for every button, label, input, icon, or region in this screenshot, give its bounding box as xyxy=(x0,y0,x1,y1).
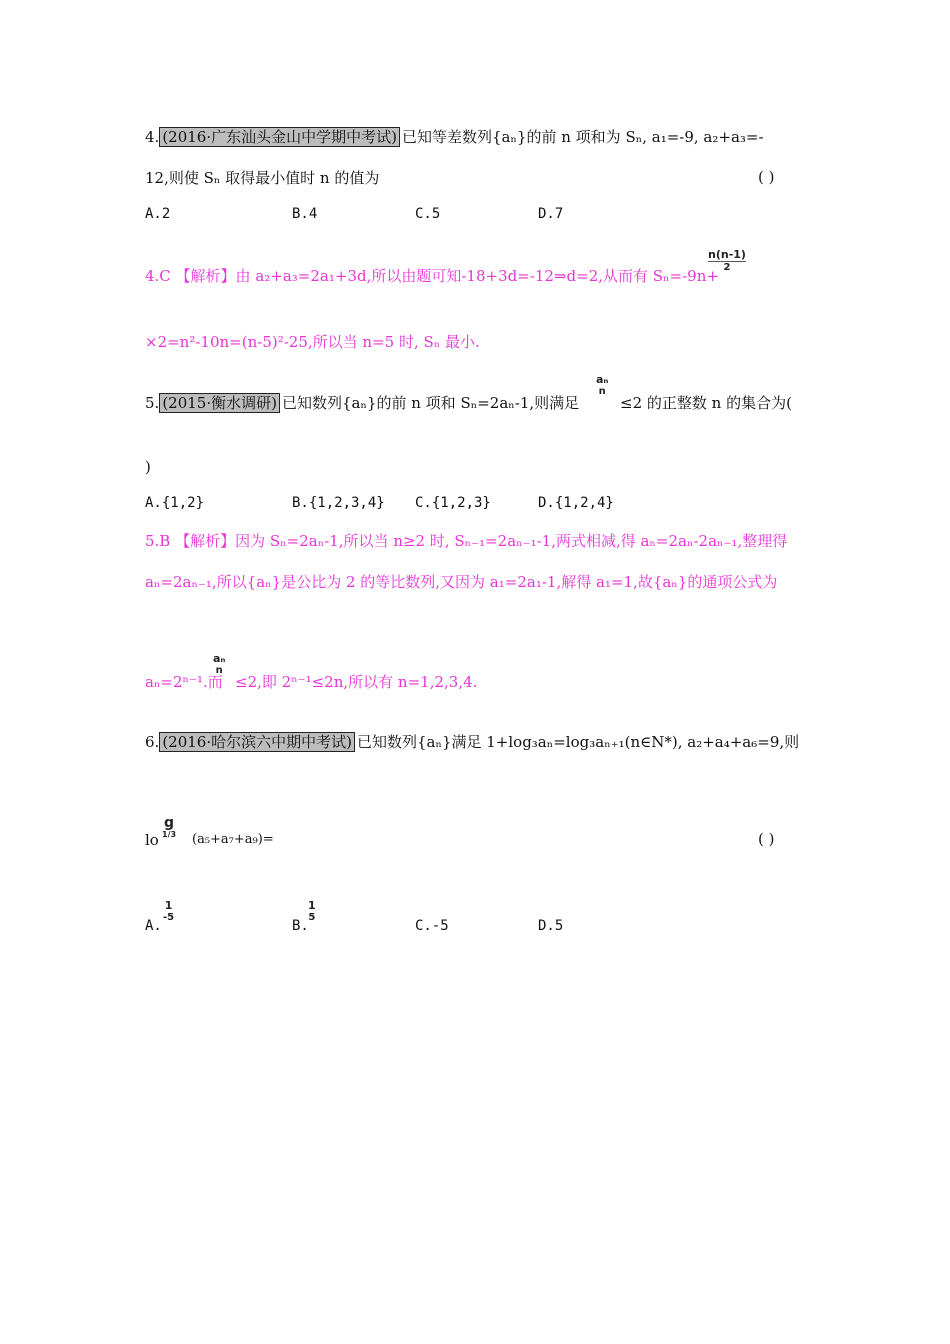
q5-stem-text: 已知数列{aₙ}的前 n 项和 Sₙ=2aₙ-1,则满足 xyxy=(281,394,580,412)
q5-number: 5. xyxy=(145,394,160,412)
q6-log-argument: (a₅+a₇+a₉)= xyxy=(192,832,274,847)
q5-option-d: D.{1,2,4} xyxy=(538,495,614,511)
q6-answer-paren: ( ) xyxy=(758,830,775,848)
q5-stem-line1-end: ≤2 的正整数 n 的集合为( xyxy=(620,394,792,412)
q5-option-a: A.{1,2} xyxy=(145,495,205,511)
q5-option-b: B.{1,2,3,4} xyxy=(292,495,385,511)
q4-solution-fraction xyxy=(708,249,746,274)
q6-log-prefix: lo xyxy=(145,831,159,849)
q6-option-a-numerator: 1 xyxy=(164,899,173,912)
q6-stem-line1 xyxy=(145,732,799,752)
q5-solution-line3-pre: aₙ=2ⁿ⁻¹.而 xyxy=(145,673,223,691)
q5-option-c: C.{1,2,3} xyxy=(415,495,491,511)
q6-option-c: C.-5 xyxy=(415,918,449,934)
q6-stem-text: 已知数列{aₙ}满足 1+log₃aₙ=log₃aₙ₊₁(n∈N*), a₂+a₄+a₆=9,则 xyxy=(356,733,800,751)
q4-solution-line1: 4.C 【解析】由 a₂+a₃=2a₁+3d,所以由题可知-18+3d=-12⇒d=2,从而有 Sₙ=-9n+ xyxy=(145,267,719,285)
q4-stem-line1 xyxy=(145,127,764,147)
q6-option-d: D.5 xyxy=(538,918,564,934)
q4-number: 4. xyxy=(145,128,160,146)
q4-option-d: D.7 xyxy=(538,206,564,222)
q5-stem-line1 xyxy=(145,393,579,413)
q6-log-g-base xyxy=(162,817,176,841)
q6-option-a-label: A. xyxy=(145,918,162,934)
q6-number: 6. xyxy=(145,733,160,751)
q5-stem-line2: ) xyxy=(145,458,151,476)
q4-fraction-denominator: 2 xyxy=(723,262,731,273)
q5-solution-fraction-denominator: n xyxy=(215,665,223,676)
q4-source-tag: (2016·广东汕头金山中学期中考试) xyxy=(159,127,400,147)
q6-option-b-label: B. xyxy=(292,918,309,934)
q5-stem-fraction xyxy=(596,374,608,398)
q5-solution-fraction-numerator: aₙ xyxy=(213,652,226,665)
q5-solution-line3-post: ≤2,即 2ⁿ⁻¹≤2n,所以有 n=1,2,3,4. xyxy=(235,673,478,691)
q4-stem-line2: 12,则使 Sₙ 取得最小值时 n 的值为 xyxy=(145,169,380,187)
q4-option-b: B.4 xyxy=(292,206,318,222)
q6-log-base: 1/3 xyxy=(162,830,177,839)
q6-log-g: g xyxy=(164,815,175,831)
q4-solution-line2: ×2=n²-10n=(n-5)²-25,所以当 n=5 时, Sₙ 最小. xyxy=(145,333,480,351)
q4-stem-text: 已知等差数列{aₙ}的前 n 项和为 Sₙ, a₁=-9, a₂+a₃=- xyxy=(401,128,764,146)
q4-option-c: C.5 xyxy=(415,206,441,222)
q4-option-a: A.2 xyxy=(145,206,171,222)
q5-solution-fraction xyxy=(213,653,225,677)
q4-answer-paren: ( ) xyxy=(758,168,775,186)
q6-option-a-fraction xyxy=(163,900,174,924)
q5-source-tag: (2015·衡水调研) xyxy=(159,393,280,413)
q6-source-tag: (2016·哈尔滨六中期中考试) xyxy=(159,732,355,752)
q5-solution-line1: 5.B 【解析】因为 Sₙ=2aₙ-1,所以当 n≥2 时, Sₙ₋₁=2aₙ₋₁-1,两式相减,得 aₙ=2aₙ-2aₙ₋₁,整理得 xyxy=(145,532,788,550)
q5-solution-line2: aₙ=2aₙ₋₁,所以{aₙ}是公比为 2 的等比数列,又因为 a₁=2a₁-1,解得 a₁=1,故{aₙ}的通项公式为 xyxy=(145,573,778,591)
q6-option-b-numerator: 1 xyxy=(308,899,316,912)
q6-option-b-denominator: 5 xyxy=(308,912,316,923)
q5-fraction-numerator: aₙ xyxy=(596,373,609,386)
q5-fraction-denominator: n xyxy=(598,386,606,397)
q6-option-a-denominator: -5 xyxy=(163,912,175,923)
q6-option-b-fraction xyxy=(308,900,316,924)
q4-fraction-numerator: n(n-1) xyxy=(708,248,746,261)
